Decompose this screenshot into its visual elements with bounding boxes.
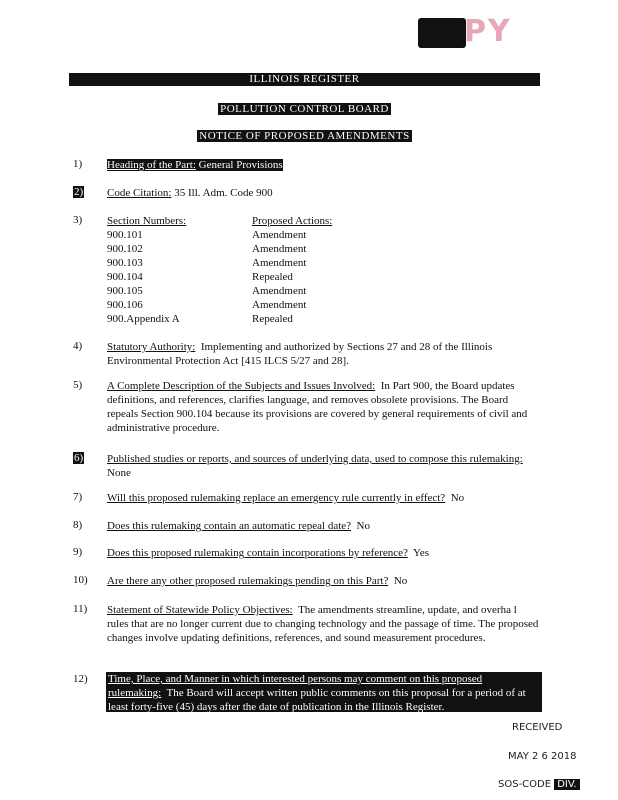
item-automatic-repeal: Does this rulemaking contain an automatic repeal date? No xyxy=(107,520,370,532)
redaction-blot xyxy=(418,18,466,48)
item-number: 5) xyxy=(73,379,83,391)
item-emergency-rule: Will this proposed rulemaking replace an emergency rule currently in effect? No xyxy=(107,492,465,504)
section-number: 900.102 xyxy=(107,243,143,255)
item-number: 7) xyxy=(73,491,83,503)
copy-stamp xyxy=(418,14,510,48)
item-comment-manner: Time, Place, and Manner in which interested persons may comment on this proposed rulemaking: The Board will accept written public comments on this proposal for a period of at least forty-five (45) days after the date of publication in the Illinois Register. xyxy=(106,672,542,712)
section-numbers-column: Section Numbers: 900.101 900.102 900.103 900.104 900.105 900.106 900.Appendix A xyxy=(107,215,187,325)
item-description: A Complete Description of the Subjects and Issues Involved: In Part 900, the Board updates definitions, and references, clarifies language, and removes obsolete provisions. The Board repeals Section 900.104 because its provisions are covered by general requirements of civil and administrative procedure. xyxy=(107,380,528,434)
board-header: POLLUTION CONTROL BOARD xyxy=(220,103,389,115)
item-number: 9) xyxy=(73,546,83,558)
item-heading-of-part: Heading of the Part: General Provisions xyxy=(107,159,283,171)
stamp-text: PY xyxy=(464,14,512,49)
proposed-action: Amendment xyxy=(252,243,307,255)
proposed-action: Amendment xyxy=(252,299,307,311)
proposed-action: Amendment xyxy=(252,229,307,241)
item-policy-objectives: Statement of Statewide Policy Objectives: The amendments streamline, update, and overha l rules that are no longer current due to changing technology and the passage of time. The proposed changes involve updating definitions, references, and sound measurement procedures. xyxy=(107,604,539,644)
section-number: 900.Appendix A xyxy=(107,313,180,325)
item-statutory-authority: Statutory Authority: Implementing and authorized by Sections 27 and 28 of the Illinois Environmental Protection Act [415 ILCS 5/27 and 28]. xyxy=(107,341,493,367)
section-number: 900.104 xyxy=(107,271,143,283)
item-number: 10) xyxy=(73,574,88,586)
item-number: 6) xyxy=(74,452,84,464)
item-number: 12) xyxy=(73,673,88,685)
section-number: 900.106 xyxy=(107,299,143,311)
item-number: 8) xyxy=(73,519,83,531)
received-stamp-division: SOS-CODE DIV. xyxy=(498,779,580,790)
item-number: 4) xyxy=(73,340,83,352)
proposed-actions-column: Proposed Actions: Amendment Amendment Amendment Repealed Amendment Amendment Repealed xyxy=(252,215,333,325)
proposed-action: Amendment xyxy=(252,285,307,297)
proposed-action: Repealed xyxy=(252,271,293,283)
section-number: 900.105 xyxy=(107,285,143,297)
item-number: 11) xyxy=(73,603,88,615)
section-number: 900.103 xyxy=(107,257,143,269)
item-incorporations: Does this proposed rulemaking contain incorporations by reference? Yes xyxy=(107,547,429,559)
register-header: ILLINOIS REGISTER xyxy=(69,73,540,86)
proposed-action: Amendment xyxy=(252,257,307,269)
proposed-action: Repealed xyxy=(252,313,293,325)
item-published-studies: Published studies or reports, and sources of underlying data, used to compose this rulemaking: None xyxy=(107,453,523,479)
item-number: 2) xyxy=(74,186,84,198)
notice-header: NOTICE OF PROPOSED AMENDMENTS xyxy=(199,130,410,142)
received-stamp-date: MAY 2 6 2018 xyxy=(508,751,577,762)
section-number: 900.101 xyxy=(107,229,143,241)
item-number: 1) xyxy=(73,158,83,170)
item-number: 3) xyxy=(73,214,83,226)
item-code-citation: Code Citation: 35 Ill. Adm. Code 900 xyxy=(107,187,273,199)
item-pending-rulemakings: Are there any other proposed rulemakings pending on this Part? No xyxy=(107,575,408,587)
received-stamp-label: RECEIVED xyxy=(512,722,563,733)
